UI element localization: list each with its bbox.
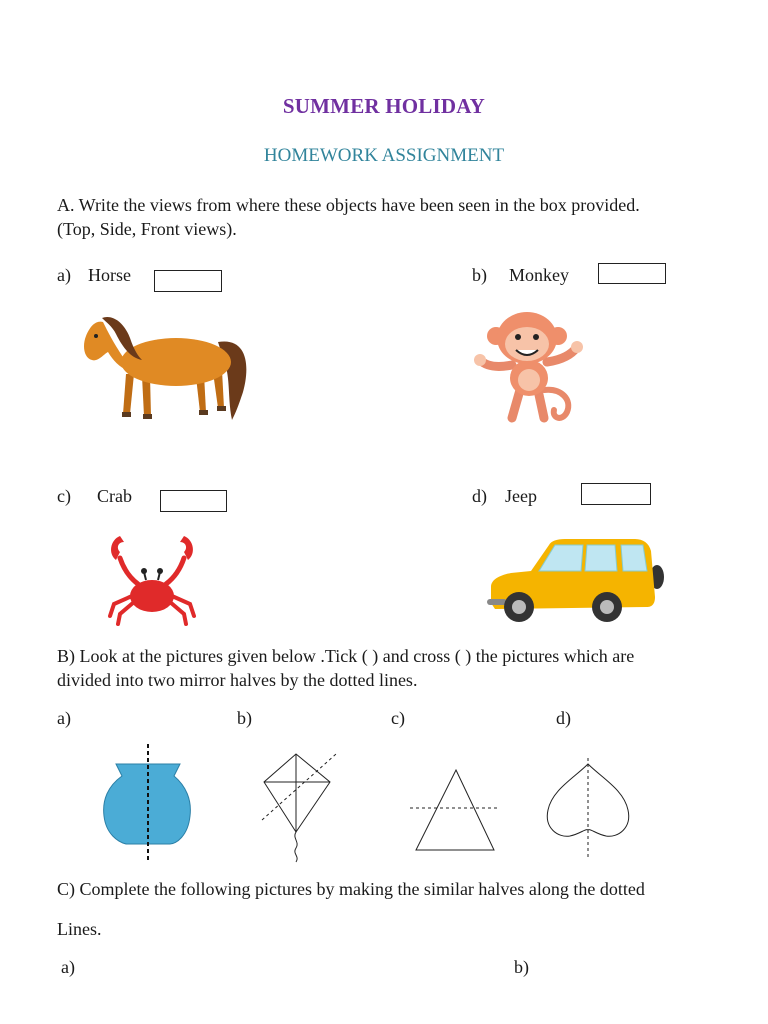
horse-answer-box[interactable] <box>154 270 222 292</box>
item-d-marker: d) <box>472 486 487 506</box>
kite-string <box>295 832 297 862</box>
item-a-label: Horse <box>88 265 131 285</box>
leaf-shape[interactable] <box>544 758 632 862</box>
section-a-instruction-line1: A. Write the views from where these objects have been seen in the box provided. <box>57 195 640 215</box>
kite-shape[interactable] <box>258 752 340 864</box>
monkey-leg-left <box>512 390 520 418</box>
triangle-outline <box>416 770 494 850</box>
monkey-image <box>472 310 587 430</box>
page-subtitle: HOMEWORK ASSIGNMENT <box>263 145 505 166</box>
jeep-window-rear <box>621 545 647 571</box>
crab-image <box>106 530 198 626</box>
jeep-answer-box[interactable] <box>581 483 651 505</box>
section-b-instruction-line1: B) Look at the pictures given below .Tick ( ) and cross ( ) the pictures which are <box>57 646 635 666</box>
horse-eye <box>94 334 98 338</box>
crab-body <box>130 580 174 612</box>
horse-body <box>121 338 231 386</box>
section-c-instruction-line1: C) Complete the following pictures by making the similar halves along the dotted <box>57 879 645 899</box>
item-b-marker: b) <box>472 265 487 285</box>
section-a-instruction-line2: (Top, Side, Front views). <box>57 219 237 239</box>
monkey-leg-right <box>538 390 544 418</box>
section-c-marker-a: a) <box>61 957 75 977</box>
item-d-label: Jeep <box>505 486 537 506</box>
horse-image <box>78 312 253 430</box>
triangle-shape[interactable] <box>410 768 500 852</box>
monkey-answer-box[interactable] <box>598 263 666 284</box>
jeep-image <box>487 535 665 627</box>
section-b-marker-c: c) <box>391 708 405 728</box>
section-c-instruction-line2: Lines. <box>57 919 102 939</box>
section-b-marker-a: a) <box>57 708 71 728</box>
section-b-marker-b: b) <box>237 708 252 728</box>
section-c-marker-b: b) <box>514 957 529 977</box>
horse-leg-front1 <box>123 374 134 414</box>
kite-dotted-line <box>262 754 336 820</box>
item-a-marker: a) <box>57 265 71 285</box>
fishbowl-shape[interactable] <box>100 742 196 862</box>
item-b-label: Monkey <box>509 265 569 285</box>
jeep-window-middle <box>585 545 617 571</box>
crab-claw-left <box>111 536 124 560</box>
crab-claw-right <box>180 536 193 560</box>
item-c-marker: c) <box>57 486 71 506</box>
page-title: SUMMER HOLIDAY <box>282 94 486 118</box>
section-b-marker-d: d) <box>556 708 571 728</box>
item-c-label: Crab <box>97 486 132 506</box>
kite-outline <box>264 754 330 832</box>
crab-answer-box[interactable] <box>160 490 227 512</box>
section-b-instruction-line2: divided into two mirror halves by the dotted lines. <box>57 670 418 690</box>
